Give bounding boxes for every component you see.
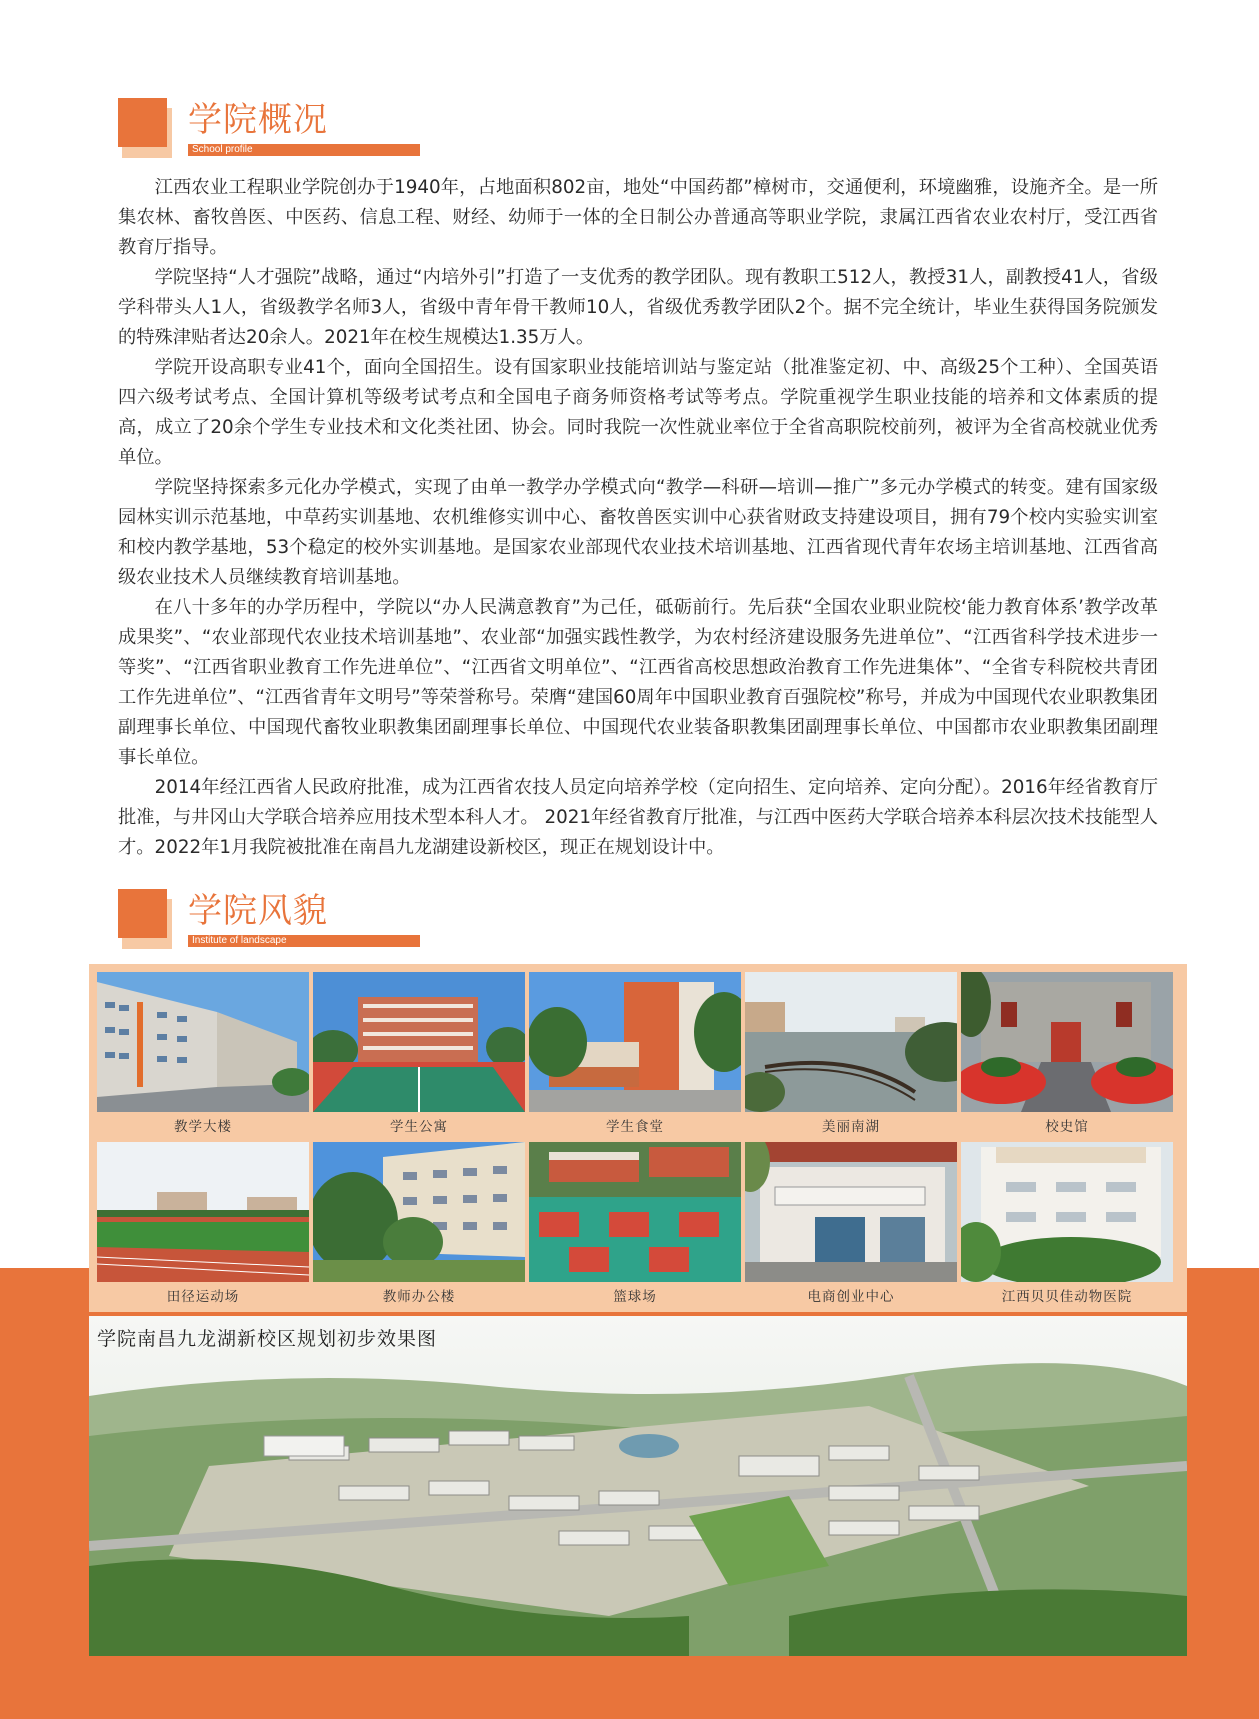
section-subtitle: Institute of landscape [188,935,420,947]
profile-text [118,173,1158,863]
campus-plan-render [89,1316,1187,1656]
paragraph: 学院开设高职专业41个，面向全国招生。设有国家职业技能培训站与鉴定站（批准鉴定初、中、高级25个工种）、全国英语四六级考试考点、全国计算机等级考试考点和全国电子商务师资格考试等考点。学院重视学生职业技能的培养和文体素质的提高，成立了20余个学生专业技术和文化类社团、协会。同时我院一次性就业率位于全省高职院校前列，被评为全省高校就业优秀单位。 [118,357,1158,468]
gallery-item [529,972,741,1142]
header-square-front [118,889,167,938]
photo-student-dorm [313,972,525,1112]
gallery-caption: 学生公寓 [390,1119,448,1135]
gallery-caption: 电商创业中心 [807,1289,895,1305]
photo-teaching-building [97,972,309,1112]
photo-basketball-court [529,1142,741,1282]
section-header-profile [118,98,423,158]
paragraph: 2014年经江西省人民政府批准，成为江西省农技人员定向培养学校（定向招生、定向培养、定向分配）。2016年经省教育厅批准，与井冈山大学联合培养应用技术型本科人才。 2021年经省教育厅批准，与江西中医药大学联合培养本科层次技术技能型人才。2022年1月我院被批准在南昌九龙湖建设新校区，现正在规划设计中。 [118,777,1158,858]
paragraph: 学院坚持探索多元化办学模式，实现了由单一教学办学模式向“教学—科研—培训—推广”多元办学模式的转变。建有国家级园林实训示范基地，中草药实训基地、农机维修实训中心、畜牧兽医实训中心获省财政支持建设项目，拥有79个校内实验实训室和校内教学基地，53个稳定的校外实训基地。是国家农业部现代农业技术培训基地、江西省现代青年农场主培训基地、江西省高级农业技术人员继续教育培训基地。 [118,477,1158,588]
gallery-caption: 美丽南湖 [822,1119,880,1135]
gallery-item [961,1142,1173,1312]
photo-animal-hospital [961,1142,1173,1282]
gallery-caption: 篮球场 [613,1289,657,1305]
gallery-caption: 教师办公楼 [382,1289,456,1305]
campus-render-image [89,1316,1187,1656]
paragraph: 在八十多年的办学历程中，学院以“办人民满意教育”为己任，砥砺前行。先后获“全国农业职业院校‘能力教育体系’教学改革成果奖”、“农业部现代农业技术培训基地”、农业部“加强实践性教学，为农村经济建设服务先进单位”、“江西省科学技术进步一等奖”、“江西省职业教育工作先进单位”、“江西省文明单位”、“江西省高校思想政治教育工作先进集体”、“全省专科院校共青团工作先进单位”、“江西省青年文明号”等荣誉称号。荣膺“建国60周年中国职业教育百强院校”称号，并成为中国现代农业职教集团副理事长单位、中国现代畜牧业职教集团副理事长单位、中国现代农业装备职教集团副理事长单位、中国都市农业职教集团副理事长单位。 [118,597,1158,768]
gallery-caption: 学生食堂 [606,1119,664,1135]
photo-ecommerce-center [745,1142,957,1282]
photo-track-field [97,1142,309,1282]
section-header-landscape [118,889,423,949]
gallery-caption: 江西贝贝佳动物医院 [1001,1289,1133,1305]
gallery-caption: 教学大楼 [174,1119,232,1135]
gallery-item [97,1142,309,1312]
gallery-item [961,972,1173,1142]
gallery-item [745,1142,957,1312]
paragraph: 学院坚持“人才强院”战略，通过“内培外引”打造了一支优秀的教学团队。现有教职工512人，教授31人，副教授41人，省级学科带头人1人，省级教学名师3人，省级中青年骨干教师10人，省级优秀教学团队2个。据不完全统计，毕业生获得国务院颁发的特殊津贴者达20余人。2021年在校生规模达1.35万人。 [118,267,1158,348]
photo-history-museum [961,972,1173,1112]
photo-gallery [89,964,1187,1312]
campus-caption: 学院南昌九龙湖新校区规划初步效果图 [97,1328,438,1350]
photo-canteen [529,972,741,1112]
gallery-item [529,1142,741,1312]
section-title: 学院概况 [188,100,328,140]
header-square-front [118,98,167,147]
photo-teacher-office [313,1142,525,1282]
section-title: 学院风貌 [188,891,328,931]
gallery-item [313,972,525,1142]
section-subtitle: School profile [188,144,420,156]
gallery-item [313,1142,525,1312]
gallery-caption: 校史馆 [1045,1119,1089,1135]
paragraph: 江西农业工程职业学院创办于1940年，占地面积802亩，地处“中国药都”樟树市，交通便利，环境幽雅，设施齐全。是一所集农林、畜牧兽医、中医药、信息工程、财经、幼师于一体的全日制公办普通高等职业学院，隶属江西省农业农村厅，受江西省教育厅指导。 [118,177,1158,258]
gallery-item [97,972,309,1142]
photo-south-lake [745,972,957,1112]
gallery-caption: 田径运动场 [166,1289,240,1305]
gallery-item [745,972,957,1142]
